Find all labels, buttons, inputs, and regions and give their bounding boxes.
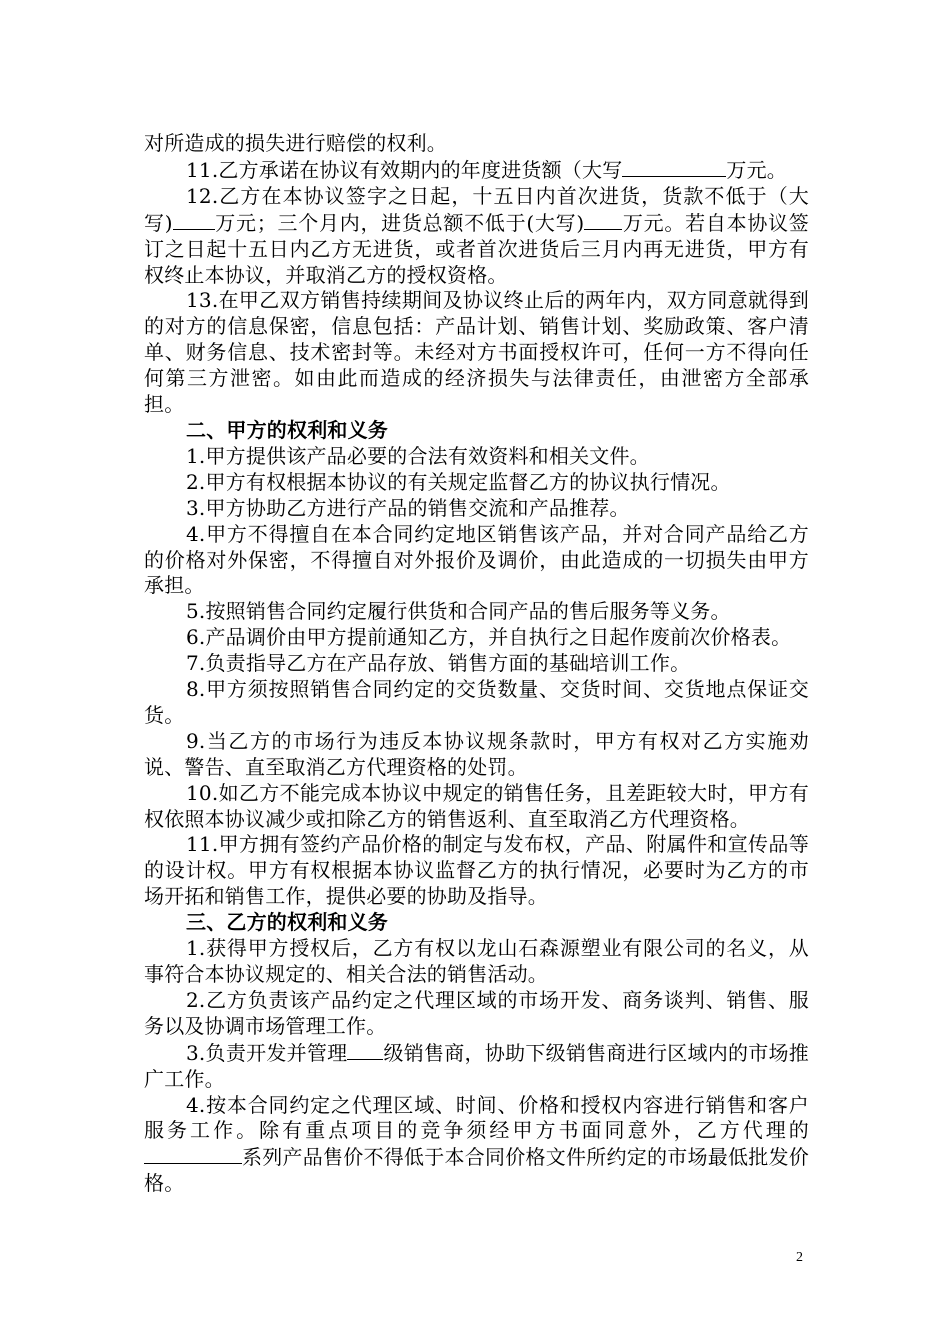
fill-in-blank[interactable] (622, 157, 726, 177)
paragraph-text: 4.按本合同约定之代理区域、时间、价格和授权内容进行销售和客户服务工作。除有重点项目的竞争须经甲方书面同意外，乙方代理的 (144, 1092, 809, 1143)
paragraph (144, 288, 809, 418)
paragraph (144, 522, 809, 600)
paragraph-text: 1.获得甲方授权后，乙方有权以龙山石森源塑业有限公司的名义，从事符合本协议规定的、相关合法的销售活动。 (144, 936, 809, 986)
paragraph (144, 131, 809, 157)
fill-in-blank[interactable] (347, 1040, 383, 1060)
paragraph-text: 2.甲方有权根据本协议的有关规定监督乙方的协议执行情况。 (186, 469, 731, 494)
fill-in-blank[interactable] (144, 1144, 242, 1164)
paragraph-text: 11.乙方承诺在协议有效期内的年度进货额（大写 (186, 157, 623, 182)
paragraph (144, 781, 809, 833)
section-heading (144, 910, 809, 936)
fill-in-blank[interactable] (584, 210, 622, 230)
paragraph-text: 万元。若自本协议签订之日起十五日内乙方无进货，或者首次进货后三月内再无进货，甲方有权终止本协议，并取消乙方的授权资格。 (144, 210, 810, 287)
paragraph-text: 3.负责开发并管理 (186, 1040, 348, 1065)
paragraph (144, 988, 809, 1040)
paragraph (144, 625, 809, 651)
paragraph-text: 对所造成的损失进行赔偿的权利。 (144, 131, 447, 155)
paragraph (144, 1093, 809, 1198)
paragraph-text: 三、乙方的权利和义务 (186, 910, 388, 935)
paragraph (144, 470, 809, 496)
paragraph-text: 5.按照销售合同约定履行供货和合同产品的售后服务等义务。 (186, 599, 731, 624)
fill-in-blank[interactable] (173, 210, 215, 230)
section-heading (144, 418, 809, 444)
paragraph-text: 系列产品售价不得低于本合同价格文件所约定的市场最低批发价格。 (144, 1145, 809, 1196)
paragraph (144, 936, 809, 988)
paragraph-text: 6.产品调价由甲方提前通知乙方，并自执行之日起作废前次价格表。 (186, 625, 792, 650)
paragraph-text: 10.如乙方不能完成本协议中规定的销售任务，且差距较大时，甲方有权依照本协议减少或扣除乙方的销售返利、直至取消乙方代理资格。 (144, 780, 809, 831)
paragraph-text: 4.甲方不得擅自在本合同约定地区销售该产品，并对合同产品给乙方的价格对外保密，不得擅自对外报价及调价，由此造成的一切损失由甲方承担。 (144, 521, 809, 598)
paragraph (144, 677, 809, 729)
paragraph-text: 万元。 (726, 157, 788, 182)
document-body (144, 131, 809, 1197)
paragraph-text: 3.甲方协助乙方进行产品的销售交流和产品推荐。 (186, 495, 630, 520)
paragraph-text: 8.甲方须按照销售合同约定的交货数量、交货时间、交货地点保证交货。 (144, 677, 809, 727)
paragraph (144, 184, 809, 289)
paragraph (144, 444, 809, 470)
paragraph-text: 11.甲方拥有签约产品价格的制定与发布权，产品、附属件和宣传品等的设计权。甲方有权根据本协议监督乙方的执行情况，必要时为乙方的市场开拓和销售工作，提供必要的协助及指导。 (144, 832, 809, 909)
paragraph (144, 651, 809, 677)
paragraph-text: 级销售商，协助下级销售商进行区域内的市场推广工作。 (144, 1040, 810, 1091)
page-number: 2 (796, 1250, 803, 1265)
paragraph (144, 157, 809, 184)
paragraph-text: 12.乙方在本协议签字之日起，十五日内首次进货，货款不低于（大写) (144, 183, 809, 235)
paragraph (144, 1040, 809, 1093)
paragraph-text: 2.乙方负责该产品约定之代理区域的市场开发、商务谈判、销售、服务以及协调市场管理工作。 (144, 987, 809, 1038)
paragraph-text: 1.甲方提供该产品必要的合法有效资料和相关文件。 (186, 443, 650, 468)
paragraph-text: 7.负责指导乙方在产品存放、销售方面的基础培训工作。 (186, 651, 691, 676)
paragraph-text: 13.在甲乙双方销售持续期间及协议终止后的两年内，双方同意就得到的对方的信息保密，信息包括：产品计划、销售计划、奖励政策、客户清单、财务信息、技术密封等。未经对方书面授权许可，任何一方不得向任何第三方泄密。如由此而造成的经济损失与法律责任，由泄密方全部承担。 (144, 288, 809, 417)
paragraph-text: 万元；三个月内，进货总额不低于(大写) (214, 210, 585, 235)
paragraph (144, 599, 809, 625)
paragraph-text: 9.当乙方的市场行为违反本协议规条款时，甲方有权对乙方实施劝说、警告、直至取消乙方代理资格的处罚。 (144, 728, 809, 779)
paragraph-text: 二、甲方的权利和义务 (186, 417, 388, 442)
paragraph (144, 729, 809, 781)
paragraph (144, 832, 809, 910)
paragraph (144, 496, 809, 522)
